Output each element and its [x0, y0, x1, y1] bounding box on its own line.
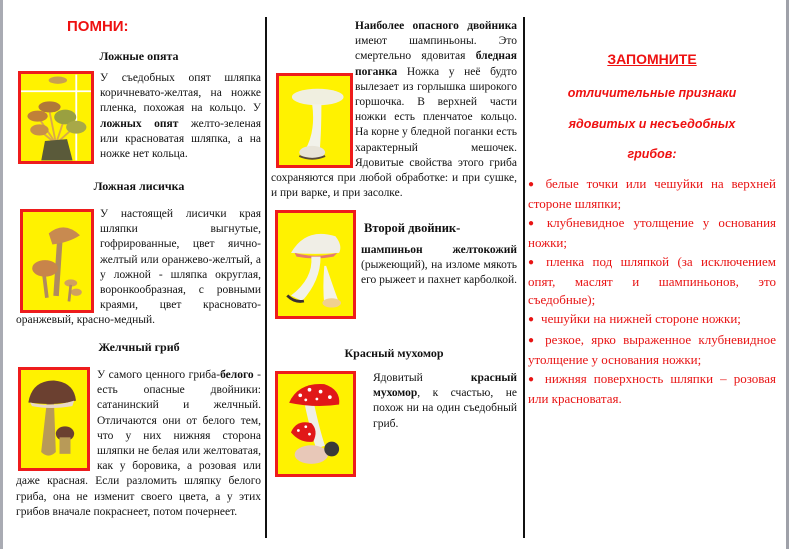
section-heading-second-double: Второй двойник-: [364, 221, 461, 235]
bullet-icon: ●: [528, 314, 535, 325]
bullet-icon: ●: [528, 179, 539, 190]
list-item: ● клубневидное утолщение у основания ножки;: [528, 215, 777, 250]
subtitle-line-2: ядовитых и несъедобных: [568, 117, 736, 131]
remember-heading: ЗАПОМНИТЕ: [607, 51, 697, 67]
bullet-icon: ●: [528, 257, 540, 268]
bullet-icon: ●: [528, 335, 539, 346]
list-item: ● пленка под шляпкой (за исключением опят, маслят и шампиньонов, это съедобные);: [528, 254, 776, 307]
fly-agaric-image: [275, 371, 356, 477]
image-float-spacer: [16, 207, 100, 313]
list-item: ● чешуйки на нижней стороне ножки;: [528, 311, 741, 326]
remember-title: ПОМНИ:: [67, 18, 129, 35]
fly-agaric-description: Ядовитый красный мухомор, к счастью, не похож ни на один съедобный гриб.: [373, 372, 517, 430]
list-item: ● белые точки или чешуйки на верхней стороне шляпки;: [528, 176, 776, 211]
column-divider: [265, 17, 267, 538]
right-column: [528, 0, 776, 549]
window-left-edge: [0, 0, 3, 549]
image-float-spacer: [16, 368, 97, 472]
false-honey-description: У съедобных опят шляпка коричневато-желтая, на ножке пленка, похожая на кольцо. У ложных опят желто-зеленая или красноватая шляпка, а на ножке нет кольца.: [100, 72, 261, 161]
champignon-icon: [278, 213, 353, 316]
warning-signs-list: [528, 175, 776, 409]
bullet-icon: ●: [528, 374, 538, 385]
yellow-stainer-image: [275, 210, 356, 319]
false-chanterelle-description: У настоящей лисички края шляпки выгнутые, гофрированные, цвет яично-желтый или оранжево-желтый, а у ложной - шляпка округлая, воронкообразная, с ровными краями, цвет красновато-оранжевый, красно-медный.: [16, 208, 261, 327]
false-honey-mushroom-image: [18, 71, 94, 164]
bitter-bolete-description: У самого ценного гриба-белого - есть опасные двойники: сатанинский и желчный. Отличаются они от белого тем, что у них нижняя сторона шляпки не белая или желтоватая, как у боровика, а розовая или даже красная. Если разломить шляпку белого гриба, она не изменит своего цвета, а у этих грибов вначале покраснеет, потом почернеет.: [16, 369, 261, 518]
subtitle-line-3: грибов:: [627, 147, 677, 161]
list-item: ● резкое, ярко выраженное клубневидное утолщение у основания ножки;: [528, 332, 777, 367]
fly-agaric-icon: [278, 374, 353, 474]
mushroom-cluster-icon: [21, 74, 91, 161]
section-heading-false-honey: Ложные опята: [99, 49, 179, 63]
subtitle-line-1: отличительные признаки: [567, 86, 737, 100]
death-cap-description: Наиболее опасного двойника имеют шампиньоны. Это смертельно ядовитая бледная поганка Ножка у неё будто вылезает из горлышка широкого горшочка. В верхней части ножки есть пленчатое кольцо. На корне у бледной поганки есть характерный мешочек. Ядовитые свойства этого гриба сохраняются при любой обработке: и при сушке, и при варке, и при засолке.: [271, 20, 517, 200]
section-heading-fly-agaric: Красный мухомор: [344, 346, 444, 360]
bullet-icon: ●: [528, 218, 540, 229]
list-item: ● нижняя поверхность шляпки – розовая или красноватая.: [528, 371, 776, 406]
death-cap-icon: [279, 76, 350, 165]
death-cap-image: [276, 73, 353, 168]
section-heading-bitter-bolete: Желчный гриб: [98, 340, 180, 354]
column-divider: [523, 17, 525, 538]
section-heading-false-chanterelle: Ложная лисичка: [93, 179, 185, 193]
yellow-stainer-description: шампиньон желтокожий (рыжеющий), на изломе мякоть его рыжеет и пахнет карболкой.: [361, 244, 517, 287]
